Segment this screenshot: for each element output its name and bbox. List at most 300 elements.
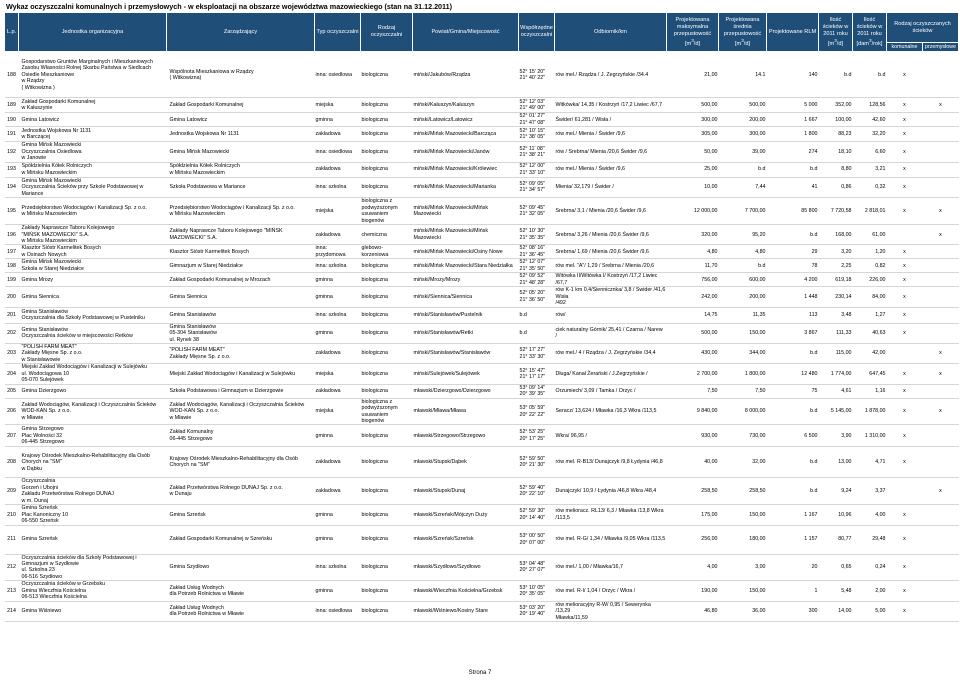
rlm-cell: 5 000 bbox=[767, 98, 819, 113]
sewage-daily-cell: 8,80 bbox=[819, 162, 853, 177]
max-capacity-cell: 305,00 bbox=[667, 127, 719, 142]
rlm-cell: 78 bbox=[767, 259, 819, 273]
type-cell: zakładowa bbox=[315, 447, 361, 478]
industrial-cell: x bbox=[923, 198, 959, 225]
table-row bbox=[5, 398, 959, 425]
receiver-cell: rów mel. R-B13/ Dunajczyk /9,8 Łydynia /46,8 bbox=[555, 447, 667, 478]
unit-cell: Oczyszczalnia Gorzeń i Ubojni Zakładu Przetwórstwa Rolnego DUNAJ w m. Dunaj bbox=[19, 478, 167, 505]
coords-cell: 53° 03' 20" 20° 19' 40" bbox=[519, 601, 555, 621]
avg-capacity-cell: b.d bbox=[719, 162, 767, 177]
sewage-daily-cell: 80,77 bbox=[819, 525, 853, 554]
type-cell: miejska bbox=[315, 98, 361, 113]
lp-cell: 201 bbox=[5, 307, 19, 323]
table-row bbox=[5, 225, 959, 245]
location-cell: miński/Siennica/Siennica bbox=[413, 287, 519, 307]
coords-cell: 53° 00' 50" 20° 07' 00" bbox=[519, 525, 555, 554]
kind-cell: biologiczna bbox=[361, 113, 413, 127]
coords-cell: 52° 15' 20" 21° 40' 22" bbox=[519, 52, 555, 98]
max-capacity-cell: 46,80 bbox=[667, 601, 719, 621]
table-row bbox=[5, 323, 959, 343]
industrial-cell bbox=[923, 601, 959, 621]
industrial-cell: x bbox=[923, 225, 959, 245]
unit-cell: Oczyszczalnia ścieków w Grzebsku Gmina Wieczfnia Kościelna 06-513 Wieczfnia Kościelna bbox=[19, 581, 167, 601]
receiver-cell: Orzumiech/ 3,09 / Tamka / Orzyc / bbox=[555, 384, 667, 398]
sewage-daily-cell: 3,48 bbox=[819, 307, 853, 323]
coords-cell: 52° 01' 27" 21° 47' 08" bbox=[519, 113, 555, 127]
municipal-cell: x bbox=[887, 127, 923, 142]
header-industrial: przemysłowe bbox=[923, 43, 959, 52]
unit-cell: Gmina Latowicz bbox=[19, 113, 167, 127]
sewage-yearly-cell: 647,45 bbox=[853, 364, 887, 384]
location-cell: miński/Mińsk Mazowiecki/Stara Niedziałka bbox=[413, 259, 519, 273]
sewage-yearly-cell: 1,16 bbox=[853, 384, 887, 398]
lp-cell: 202 bbox=[5, 323, 19, 343]
table-row bbox=[5, 273, 959, 287]
location-cell: miński/Jakubów/Rządza bbox=[413, 52, 519, 98]
rlm-cell: 1 800 bbox=[767, 127, 819, 142]
unit-cell: Gmina Siennica bbox=[19, 287, 167, 307]
sewage-daily-cell: 115,00 bbox=[819, 343, 853, 363]
sewage-yearly-cell: 84,00 bbox=[853, 287, 887, 307]
header-avg-capacity: Projektowana średnia przepustowość $[m^3/d]$ bbox=[719, 13, 767, 52]
sewage-daily-cell: 5,48 bbox=[819, 581, 853, 601]
max-capacity-cell: 7,50 bbox=[667, 384, 719, 398]
unit-cell: Gmina Dzierzgowo bbox=[19, 384, 167, 398]
table-row bbox=[5, 343, 959, 363]
header-lp: L.p. bbox=[5, 13, 19, 52]
type-cell: gminna bbox=[315, 323, 361, 343]
kind-cell: biologiczna bbox=[361, 127, 413, 142]
rlm-cell: 3 867 bbox=[767, 323, 819, 343]
type-cell: inna: szkolna bbox=[315, 259, 361, 273]
table-row bbox=[5, 245, 959, 259]
sewage-daily-cell: 13,00 bbox=[819, 447, 853, 478]
type-cell: zakładowa bbox=[315, 127, 361, 142]
sewage-daily-cell: b.d bbox=[819, 52, 853, 98]
coords-cell: 52° 12' 07" 21° 35' 50" bbox=[519, 259, 555, 273]
unit-cell: Gmina Mińsk Mazowiecki Szkoła w Starej Niedziałce bbox=[19, 259, 167, 273]
kind-cell: biologiczna bbox=[361, 287, 413, 307]
sewage-yearly-cell: 61,00 bbox=[853, 225, 887, 245]
municipal-cell: x bbox=[887, 505, 923, 525]
location-cell: miński/Mińsk Mazowiecki/Królewiec bbox=[413, 162, 519, 177]
receiver-cell: rów mel./ 1,00 / Mławka/16,7 bbox=[555, 554, 667, 581]
type-cell: zakładowa bbox=[315, 343, 361, 363]
location-cell: miński/Mińsk Mazowiecki/Barcząca bbox=[413, 127, 519, 142]
manager-cell: Szkoła Podstawowa i Gimnazjum w Dzierzgowie bbox=[167, 384, 315, 398]
avg-capacity-cell: 8 000,00 bbox=[719, 398, 767, 425]
location-cell: miński/Mińsk Mazowiecki/Marianka bbox=[413, 177, 519, 197]
coords-cell: 52° 09' 52" 21° 48' 28" bbox=[519, 273, 555, 287]
sewage-yearly-cell: 3,21 bbox=[853, 162, 887, 177]
municipal-cell bbox=[887, 343, 923, 363]
receiver-cell: rów mel. R-G/ 1,34 / Mławka /9,05 Wkra /113,5 bbox=[555, 525, 667, 554]
lp-cell: 189 bbox=[5, 98, 19, 113]
manager-cell: Zakład Komunalny 06-445 Strzegowo bbox=[167, 425, 315, 447]
unit-cell: Krajowy Ośrodek Mieszkalno-Rehabilitacyjny dla Osób Chorych na "SM" w Dąbku bbox=[19, 447, 167, 478]
table-row bbox=[5, 198, 959, 225]
lp-cell: 208 bbox=[5, 447, 19, 478]
coords-cell: 52° 10' 15" 21° 38' 05" bbox=[519, 127, 555, 142]
kind-cell: glebowo- korzeniowa bbox=[361, 245, 413, 259]
receiver-cell: rów mel./ Mienia / Świder /9,6 bbox=[555, 162, 667, 177]
manager-cell: Zakład Usług Wodnych dla Potrzeb Rolnictwa w Mławie bbox=[167, 581, 315, 601]
lp-cell: 197 bbox=[5, 245, 19, 259]
sewage-yearly-cell: 32,20 bbox=[853, 127, 887, 142]
municipal-cell: x bbox=[887, 52, 923, 98]
manager-cell: Zakład Usług Wodnych dla Potrzeb Rolnictwa w Mławie bbox=[167, 601, 315, 621]
manager-cell: Krajowy Ośrodek Mieszkalno-Rehabilitacyjny dla Osób Chorych na "SM" bbox=[167, 447, 315, 478]
sewage-yearly-cell: 1 878,00 bbox=[853, 398, 887, 425]
type-cell: miejska bbox=[315, 198, 361, 225]
industrial-cell bbox=[923, 287, 959, 307]
manager-cell: Szkoła Podstawowa w Mariance bbox=[167, 177, 315, 197]
manager-cell: Gmina Szydłowo bbox=[167, 554, 315, 581]
municipal-cell: x bbox=[887, 364, 923, 384]
receiver-cell: rów / Srebrna/ Mienia /20,6 Świder /9,6 bbox=[555, 142, 667, 162]
lp-cell: 196 bbox=[5, 225, 19, 245]
sewage-yearly-cell: 4,71 bbox=[853, 447, 887, 478]
unit-cell: Gospodarstwo Gruntów Marginalnych i Mieszkaniowych Zasobu Własności Rolnej Skarbu Państwa w Siedlcach Osiedle Mieszkaniowe w Rządzy ( Witkowizna ) bbox=[19, 52, 167, 98]
receiver-cell: Witówka II/Witówka I/ Kostrzyń /17,2 Liwiec /67,7 bbox=[555, 273, 667, 287]
industrial-cell: x bbox=[923, 398, 959, 425]
location-cell: miński/Kałuszyn/Kałuszyn bbox=[413, 98, 519, 113]
location-cell: mławski/Wiśniewo/Kosiny Stare bbox=[413, 601, 519, 621]
industrial-cell bbox=[923, 142, 959, 162]
avg-capacity-cell: b.d bbox=[719, 259, 767, 273]
unit-cell: Gmina Strzegowo Plac Wolności 32 06-445 Strzegowo bbox=[19, 425, 167, 447]
rlm-cell: 6 500 bbox=[767, 425, 819, 447]
municipal-cell: x bbox=[887, 554, 923, 581]
location-cell: mławski/Szreńsk/Szreńsk bbox=[413, 525, 519, 554]
rlm-cell: 12 480 bbox=[767, 364, 819, 384]
type-cell: miejska bbox=[315, 398, 361, 425]
table-row bbox=[5, 127, 959, 142]
lp-cell: 212 bbox=[5, 554, 19, 581]
manager-cell: Miejski Zakład Wodociągów i Kanalizacji w Sulejówku bbox=[167, 364, 315, 384]
unit-cell: Gmina Szreńsk bbox=[19, 525, 167, 554]
industrial-cell bbox=[923, 384, 959, 398]
unit-cell: Spółdzielnia Kółek Rolniczych w Mińsku Mazowieckim bbox=[19, 162, 167, 177]
page-title: Wykaz oczyszczalni komunalnych i przemysłowych - w eksploatacji na obszarze województwa mazowieckiego (stan na 31.12.2011) bbox=[6, 2, 453, 11]
table-row bbox=[5, 307, 959, 323]
coords-cell: 52° 09' 05" 21° 34' 57" bbox=[519, 177, 555, 197]
sewage-daily-cell: 0,86 bbox=[819, 177, 853, 197]
manager-cell: Spółdzielnia Kółek Rolniczych w Mińsku Mazowieckim bbox=[167, 162, 315, 177]
coords-cell: 52° 11' 08" 21° 38' 21" bbox=[519, 142, 555, 162]
rlm-cell: 1 157 bbox=[767, 525, 819, 554]
table-header bbox=[5, 13, 959, 52]
table-row bbox=[5, 287, 959, 307]
lp-cell: 207 bbox=[5, 425, 19, 447]
industrial-cell bbox=[923, 505, 959, 525]
rlm-cell: 1 667 bbox=[767, 113, 819, 127]
table-row bbox=[5, 142, 959, 162]
manager-cell: Zakład Gospodarki Komunalnej w Szreńsku bbox=[167, 525, 315, 554]
table-row bbox=[5, 364, 959, 384]
rlm-cell: 140 bbox=[767, 52, 819, 98]
municipal-cell: x bbox=[887, 162, 923, 177]
sewage-yearly-cell: 5,00 bbox=[853, 601, 887, 621]
industrial-cell bbox=[923, 273, 959, 287]
sewage-yearly-cell: 3,37 bbox=[853, 478, 887, 505]
rlm-cell: 75 bbox=[767, 384, 819, 398]
type-cell: gminna bbox=[315, 273, 361, 287]
max-capacity-cell: 9 840,00 bbox=[667, 398, 719, 425]
manager-cell: Zakłady Naprawcze Taboru Kolejowego "MIŃSK MAZOWIECKI" S.A. bbox=[167, 225, 315, 245]
coords-cell: b.d bbox=[519, 323, 555, 343]
sewage-daily-cell: 230,14 bbox=[819, 287, 853, 307]
avg-capacity-cell: 36,00 bbox=[719, 601, 767, 621]
table-row bbox=[5, 505, 959, 525]
rlm-cell: b.d bbox=[767, 478, 819, 505]
avg-capacity-cell: 730,00 bbox=[719, 425, 767, 447]
industrial-cell: x bbox=[923, 364, 959, 384]
receiver-cell: Srebrna/ 3,1 / Mienia /20,6 Świder /9,6 bbox=[555, 198, 667, 225]
manager-cell: Gmina Siennica bbox=[167, 287, 315, 307]
lp-cell: 195 bbox=[5, 198, 19, 225]
industrial-cell: x bbox=[923, 478, 959, 505]
type-cell: miejska bbox=[315, 364, 361, 384]
kind-cell: biologiczna bbox=[361, 601, 413, 621]
lp-cell: 192 bbox=[5, 142, 19, 162]
manager-cell: Zakład Wodociągów, Kanalizacji i Oczyszczalnia Ścieków WOD-KAN Sp. z o.o. w Mławie bbox=[167, 398, 315, 425]
manager-cell: Przedsiębiorstwo Wodociągów i Kanalizacji Sp. z o.o. w Mińsku Mazowieckim bbox=[167, 198, 315, 225]
unit-cell: Zakład Gospodarki Komunalnej w Kałuszynie bbox=[19, 98, 167, 113]
kind-cell: biologiczna z podwyższonym usuwaniem biogenów bbox=[361, 198, 413, 225]
location-cell: mławski/Stupsk/Dunaj bbox=[413, 478, 519, 505]
unit-cell: Miejski Zakład Wodociągów i Kanalizacji w Sulejówku ul. Wodociągowa 10 05-070 Sulejówek bbox=[19, 364, 167, 384]
table-row bbox=[5, 525, 959, 554]
kind-cell: chemiczna bbox=[361, 225, 413, 245]
max-capacity-cell: 430,00 bbox=[667, 343, 719, 363]
header-type: Typ oczyszczalni bbox=[315, 13, 361, 52]
municipal-cell: x bbox=[887, 245, 923, 259]
industrial-cell bbox=[923, 554, 959, 581]
max-capacity-cell: 300,00 bbox=[667, 113, 719, 127]
max-capacity-cell: 21,00 bbox=[667, 52, 719, 98]
kind-cell: biologiczna z podwyższonym usuwaniem biogenów bbox=[361, 398, 413, 425]
header-manager: Zarządzający bbox=[167, 13, 315, 52]
location-cell: miński/Latowicz/Latowicz bbox=[413, 113, 519, 127]
max-capacity-cell: 12 000,00 bbox=[667, 198, 719, 225]
location-cell: miński/Mińsk Mazowiecki/Janów bbox=[413, 142, 519, 162]
lp-cell: 213 bbox=[5, 581, 19, 601]
unit-cell: Gmina Szreńsk Plac Kanoniczny 10 06-550 Szreńsk bbox=[19, 505, 167, 525]
sewage-yearly-cell: 40,63 bbox=[853, 323, 887, 343]
location-cell: miński/Mińsk Mazowiecki/Mińsk Mazowiecki bbox=[413, 198, 519, 225]
max-capacity-cell: 256,00 bbox=[667, 525, 719, 554]
industrial-cell bbox=[923, 525, 959, 554]
lp-cell: 205 bbox=[5, 384, 19, 398]
header-kind: Rodzaj oczyszczalni bbox=[361, 13, 413, 52]
lp-cell: 193 bbox=[5, 162, 19, 177]
manager-cell: Gmina Latowicz bbox=[167, 113, 315, 127]
industrial-cell bbox=[923, 447, 959, 478]
avg-capacity-cell: 1 800,00 bbox=[719, 364, 767, 384]
lp-cell: 211 bbox=[5, 525, 19, 554]
rlm-cell: 1 bbox=[767, 581, 819, 601]
manager-cell: Wspólnota Mieszkaniowa w Rządzy ( Witkowizna) bbox=[167, 52, 315, 98]
max-capacity-cell: 320,00 bbox=[667, 225, 719, 245]
max-capacity-cell: 50,00 bbox=[667, 142, 719, 162]
rlm-cell: 1 448 bbox=[767, 287, 819, 307]
type-cell: gminna bbox=[315, 287, 361, 307]
table-row bbox=[5, 52, 959, 98]
location-cell: miński/Stanisławów/Pustelnik bbox=[413, 307, 519, 323]
sewage-yearly-cell: 1,27 bbox=[853, 307, 887, 323]
rlm-cell: 1 167 bbox=[767, 505, 819, 525]
kind-cell: biologiczna bbox=[361, 447, 413, 478]
max-capacity-cell: 4,00 bbox=[667, 554, 719, 581]
municipal-cell: x bbox=[887, 323, 923, 343]
max-capacity-cell: 242,00 bbox=[667, 287, 719, 307]
industrial-cell bbox=[923, 307, 959, 323]
type-cell: gminna bbox=[315, 113, 361, 127]
manager-cell: "POLISH FARM MEAT" Zakłady Mięsne Sp. z o.o. bbox=[167, 343, 315, 363]
type-cell: inna: osiedlowa bbox=[315, 601, 361, 621]
max-capacity-cell: 14,75 bbox=[667, 307, 719, 323]
location-cell: mławski/Strzegowo/Strzegowo bbox=[413, 425, 519, 447]
header-max-capacity: Projektowana maksymalna przepustowość $[m^3/d]$ bbox=[667, 13, 719, 52]
sewage-daily-cell: 3,20 bbox=[819, 245, 853, 259]
coords-cell: 52° 59' 40" 20° 22' 10" bbox=[519, 478, 555, 505]
unit-cell: Zakłady Naprawcze Taboru Kolejowego "MIŃSK MAZOWIECKI" S.A. w Mińsku Mazowieckim bbox=[19, 225, 167, 245]
manager-cell: Gmina Stanisławów 05-304 Stanisławów ul. Rynek 38 bbox=[167, 323, 315, 343]
avg-capacity-cell: 200,00 bbox=[719, 287, 767, 307]
type-cell: inna: szkolna bbox=[315, 307, 361, 323]
kind-cell: biologiczna bbox=[361, 384, 413, 398]
max-capacity-cell: 40,00 bbox=[667, 447, 719, 478]
receiver-cell: rów K-1 km 0,4/Siennicznka/ 3,8 / Świder /41,6 Wisła /492 bbox=[555, 287, 666, 307]
type-cell: inna: osiedlowa bbox=[315, 52, 361, 98]
receiver-cell: Mienia/ 32,179 / Świder / bbox=[555, 177, 667, 197]
lp-cell: 200 bbox=[5, 287, 19, 307]
municipal-cell: x bbox=[887, 259, 923, 273]
type-cell: gminna bbox=[315, 425, 361, 447]
location-cell: miński/Mińsk Mazowiecki/Mińsk Mazowiecki bbox=[413, 225, 519, 245]
lp-cell: 206 bbox=[5, 398, 19, 425]
max-capacity-cell: 500,00 bbox=[667, 98, 719, 113]
type-cell: inna: przydomowa bbox=[315, 245, 361, 259]
lp-cell: 191 bbox=[5, 127, 19, 142]
table-row bbox=[5, 554, 959, 581]
max-capacity-cell: 4,80 bbox=[667, 245, 719, 259]
table-row bbox=[5, 425, 959, 447]
municipal-cell: x bbox=[887, 287, 923, 307]
industrial-cell bbox=[923, 259, 959, 273]
manager-cell: Gmina Szreńsk bbox=[167, 505, 315, 525]
kind-cell: biologiczna bbox=[361, 98, 413, 113]
type-cell: inna: szkolna bbox=[315, 554, 361, 581]
header-sewage-yearly: Ilość ścieków w 2011 roku [dam$^3$/rok] bbox=[853, 13, 887, 52]
max-capacity-cell: 258,50 bbox=[667, 478, 719, 505]
table-body bbox=[5, 52, 959, 622]
rlm-cell: 274 bbox=[767, 142, 819, 162]
kind-cell: biologiczna bbox=[361, 177, 413, 197]
industrial-cell bbox=[923, 323, 959, 343]
municipal-cell: x bbox=[887, 425, 923, 447]
sewage-yearly-cell: 2,00 bbox=[853, 581, 887, 601]
table-row bbox=[5, 581, 959, 601]
rlm-cell: 4 200 bbox=[767, 273, 819, 287]
location-cell: mławski/Szydłowo/Szydłowo bbox=[413, 554, 519, 581]
municipal-cell bbox=[887, 478, 923, 505]
municipal-cell: x bbox=[887, 98, 923, 113]
sewage-daily-cell: 4,61 bbox=[819, 384, 853, 398]
unit-cell: Oczyszczalnia ścieków dla Szkoły Podstawowej i Gimnazjum w Szydłowie ul. Szkolna 23 06-516 Szydłowo bbox=[19, 554, 167, 581]
avg-capacity-cell: 7,44 bbox=[719, 177, 767, 197]
coords-cell: 52° 59' 50" 20° 21' 30" bbox=[519, 447, 555, 478]
table-row bbox=[5, 98, 959, 113]
coords-cell: 52° 10' 30" 21° 35' 35" bbox=[519, 225, 555, 245]
municipal-cell: x bbox=[887, 581, 923, 601]
table-row bbox=[5, 384, 959, 398]
lp-cell: 203 bbox=[5, 343, 19, 363]
sewage-yearly-cell: 29,48 bbox=[853, 525, 887, 554]
avg-capacity-cell: 4,80 bbox=[719, 245, 767, 259]
receiver-cell: rów melioracyjny R-W/ 0,95 / Sewerynka /13,29 Mławka/11,59 bbox=[555, 601, 667, 621]
kind-cell: biologiczna bbox=[361, 554, 413, 581]
avg-capacity-cell: 150,00 bbox=[719, 323, 767, 343]
municipal-cell: x bbox=[887, 307, 923, 323]
avg-capacity-cell: 344,00 bbox=[719, 343, 767, 363]
lp-cell: 214 bbox=[5, 601, 19, 621]
industrial-cell bbox=[923, 162, 959, 177]
manager-cell: Gmina Stanisławów bbox=[167, 307, 315, 323]
industrial-cell bbox=[923, 177, 959, 197]
page-footer: Strona 7 bbox=[468, 670, 492, 676]
sewage-daily-cell: 88,23 bbox=[819, 127, 853, 142]
max-capacity-cell: 930,00 bbox=[667, 425, 719, 447]
max-capacity-cell: 190,00 bbox=[667, 581, 719, 601]
table-row bbox=[5, 447, 959, 478]
unit-cell: Gmina Mrozy bbox=[19, 273, 167, 287]
unit-cell: Jednostka Wojskowa Nr 1131 w Barczącej bbox=[19, 127, 167, 142]
receiver-cell: Witkówka/ 14,35 / Kostrzyń /17,2 Liwiec /67,7 bbox=[555, 98, 667, 113]
avg-capacity-cell: 3,00 bbox=[719, 554, 767, 581]
industrial-cell: x bbox=[923, 343, 959, 363]
manager-cell: Zakład Przetwórstwa Rolnego DUNAJ Sp. z o.o. w Dunaju bbox=[167, 478, 315, 505]
coords-cell: b.d bbox=[519, 307, 555, 323]
max-capacity-cell: 500,00 bbox=[667, 323, 719, 343]
lp-cell: 188 bbox=[5, 52, 19, 98]
max-capacity-cell: 10,00 bbox=[667, 177, 719, 197]
rlm-cell: 300 bbox=[767, 601, 819, 621]
sewage-yearly-cell: b.d bbox=[853, 52, 887, 98]
sewage-daily-cell: 14,00 bbox=[819, 601, 853, 621]
rlm-cell: b.d bbox=[767, 447, 819, 478]
sewage-yearly-cell: 42,00 bbox=[853, 343, 887, 363]
municipal-cell: x bbox=[887, 384, 923, 398]
header-receiver: Odbiornik/km bbox=[555, 13, 667, 52]
avg-capacity-cell: 200,00 bbox=[719, 113, 767, 127]
sewage-daily-cell: 1 774,00 bbox=[819, 364, 853, 384]
sewage-yearly-cell: 2 818,01 bbox=[853, 198, 887, 225]
coords-cell: 53° 04' 48" 20° 27' 07" bbox=[519, 554, 555, 581]
manager-cell: Zakład Gospodarki Komunalnej w Mrozach bbox=[167, 273, 315, 287]
kind-cell: biologiczna bbox=[361, 52, 413, 98]
rlm-cell: b.d bbox=[767, 343, 819, 363]
unit-cell: Gmina Mińsk Mazowiecki Oczyszczalnia Ścieków przy Szkole Podstawowej w Mariance bbox=[19, 177, 167, 197]
municipal-cell: x bbox=[887, 113, 923, 127]
sewage-daily-cell: 5 145,00 bbox=[819, 398, 853, 425]
unit-cell: "POLISH FARM MEAT" Zakłady Mięsne Sp. z o.o. w Stanisławowie bbox=[19, 343, 167, 363]
rlm-cell: b.d bbox=[767, 225, 819, 245]
sewage-daily-cell: 111,33 bbox=[819, 323, 853, 343]
sewage-daily-cell: 100,00 bbox=[819, 113, 853, 127]
unit-cell: Gmina Stanisławów Oczyszczalnia ścieków w miejscowości Retków bbox=[19, 323, 167, 343]
